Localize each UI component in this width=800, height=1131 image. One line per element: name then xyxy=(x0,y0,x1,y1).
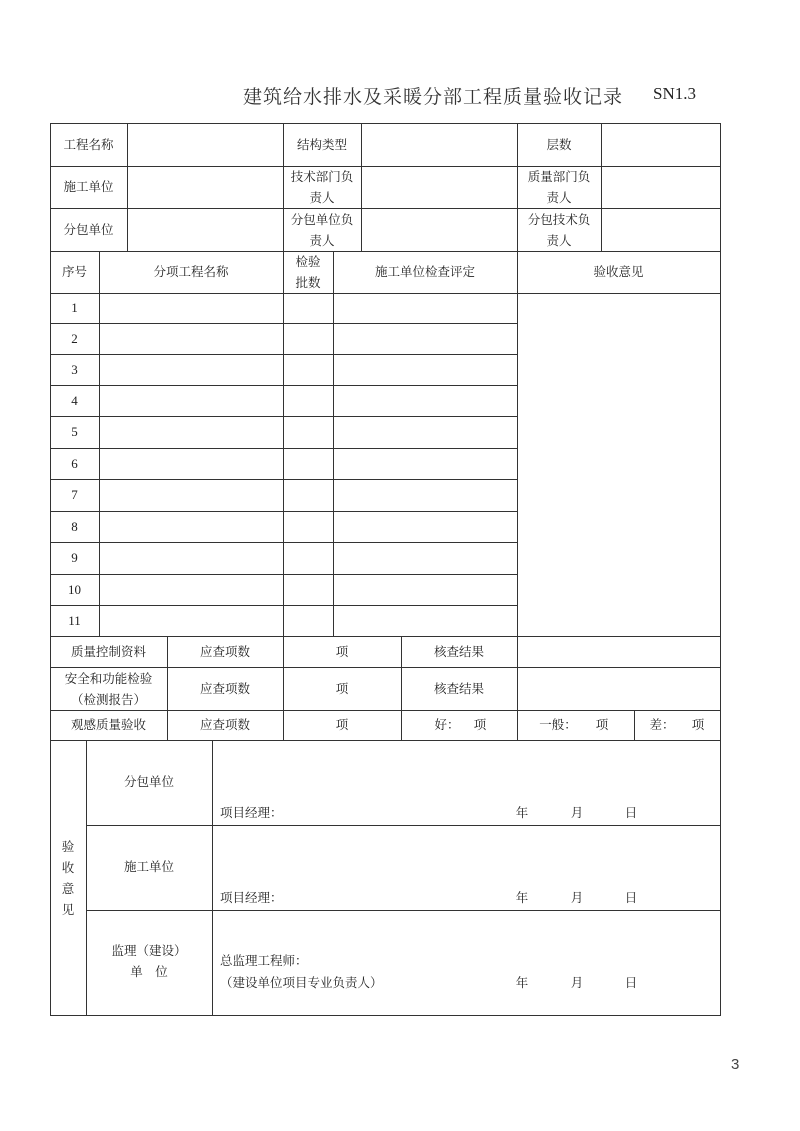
subcontractor-field[interactable] xyxy=(127,208,283,251)
normal-label: 一般： xyxy=(539,717,577,732)
row-number: 7 xyxy=(71,487,78,502)
sub-unit-label: 分包单位 xyxy=(123,774,174,789)
month-label: 月 xyxy=(570,805,584,820)
col-header-batches-line2: 批数 xyxy=(295,275,321,290)
sub-unit-head-label xyxy=(283,208,361,251)
row-number: 5 xyxy=(71,424,78,439)
col-header-batches xyxy=(283,251,333,293)
quality-dept-head-label-line2: 责人 xyxy=(546,190,572,205)
side-char: 见 xyxy=(61,901,75,917)
supervision-unit-label xyxy=(86,938,212,984)
appearance-label: 观感质量验收 xyxy=(70,717,146,732)
sub-unit-head-field[interactable] xyxy=(361,208,517,251)
col-header-batches-line1: 检验 xyxy=(295,254,321,269)
col-header-name: 分项工程名称 xyxy=(153,264,229,279)
tech-dept-head-label-line1: 技术部门负 xyxy=(290,169,354,184)
construction-unit-field[interactable] xyxy=(127,166,283,208)
row-number: 8 xyxy=(71,518,78,534)
project-name-field[interactable] xyxy=(127,123,283,166)
col-header-opinion: 验收意见 xyxy=(593,264,644,279)
sub-tech-head-field[interactable] xyxy=(601,208,720,251)
row-number: 3 xyxy=(71,361,78,377)
item-unit: 项 xyxy=(335,680,349,696)
poor-label: 差： xyxy=(649,717,675,732)
sub-tech-head-label-line1: 分包技术负 xyxy=(527,211,591,227)
quality-dept-head-label-line1: 质量部门负 xyxy=(527,169,591,184)
should-check-label: 应查项数 xyxy=(199,643,250,659)
day-label: 日 xyxy=(624,890,638,905)
sub-unit-head-label-line2: 责人 xyxy=(309,232,335,248)
row-number: 1 xyxy=(71,300,78,315)
project-name-label: 工程名称 xyxy=(63,136,114,152)
side-char: 验 xyxy=(61,838,75,854)
construction-unit-sign-label: 施工单位 xyxy=(123,859,174,874)
row-number: 6 xyxy=(71,455,78,471)
item-unit: 项 xyxy=(335,643,349,659)
good-label: 好： xyxy=(434,717,460,732)
acceptance-side-label xyxy=(50,740,86,1015)
sub-tech-head-label-line2: 责人 xyxy=(546,232,572,248)
structure-type-label: 结构类型 xyxy=(296,136,347,152)
quality-dept-head-label xyxy=(517,166,601,208)
sub-tech-head-label xyxy=(517,208,601,251)
page-number: 3 xyxy=(731,1056,740,1073)
floors-label: 层数 xyxy=(546,136,572,152)
supervision-unit-label-line2: 单 位 xyxy=(130,964,168,979)
month-label: 月 xyxy=(570,890,584,905)
row-number: 2 xyxy=(71,330,78,346)
chief-supervisor-label: 总监理工程师： xyxy=(220,953,308,968)
row-number: 10 xyxy=(68,581,81,597)
floors-field[interactable] xyxy=(601,123,720,166)
day-label: 日 xyxy=(624,975,638,990)
owner-rep-label: （建设单位项目专业负责人） xyxy=(220,975,383,990)
item-unit: 项 xyxy=(473,717,487,732)
construction-unit-label: 施工单位 xyxy=(63,179,114,194)
project-manager-label: 项目经理： xyxy=(220,805,283,820)
side-char: 收 xyxy=(61,859,75,875)
quality-docs-label: 质量控制资料 xyxy=(70,643,146,659)
year-label: 年 xyxy=(515,890,529,905)
tech-dept-head-field[interactable] xyxy=(361,166,517,208)
project-manager-label: 项目经理： xyxy=(220,890,283,905)
row-number: 11 xyxy=(68,612,81,628)
supervision-unit-label-line1: 监理（建设） xyxy=(111,943,187,958)
form-title: 建筑给水排水及采暖分部工程质量验收记录 xyxy=(243,86,624,108)
should-check-label: 应查项数 xyxy=(199,680,250,696)
subcontractor-label: 分包单位 xyxy=(63,221,114,237)
col-header-no: 序号 xyxy=(61,264,87,279)
check-result-label: 核查结果 xyxy=(433,643,484,659)
day-label: 日 xyxy=(624,805,638,820)
item-unit: 项 xyxy=(691,717,705,732)
item-unit: 项 xyxy=(595,717,609,732)
safety-check-label-line1: 安全和功能检验 xyxy=(64,670,153,686)
row-number: 9 xyxy=(71,550,78,565)
tech-dept-head-label-line2: 责人 xyxy=(309,190,335,205)
structure-type-field[interactable] xyxy=(361,123,517,166)
month-label: 月 xyxy=(570,975,584,990)
should-check-label: 应查项数 xyxy=(199,717,250,732)
safety-check-label-line2: （检测报告） xyxy=(70,691,146,707)
year-label: 年 xyxy=(515,975,529,990)
check-result-label: 核查结果 xyxy=(433,680,484,696)
col-header-eval: 施工单位检查评定 xyxy=(374,264,475,279)
quality-dept-head-field[interactable] xyxy=(601,166,720,208)
side-char: 意 xyxy=(61,880,75,896)
row-number: 4 xyxy=(71,392,78,408)
safety-check-label xyxy=(50,667,167,710)
item-unit: 项 xyxy=(335,717,349,732)
form-code: SN1.3 xyxy=(653,84,696,103)
tech-dept-head-label xyxy=(283,166,361,208)
sub-unit-head-label-line1: 分包单位负 xyxy=(290,211,354,227)
year-label: 年 xyxy=(515,805,529,820)
